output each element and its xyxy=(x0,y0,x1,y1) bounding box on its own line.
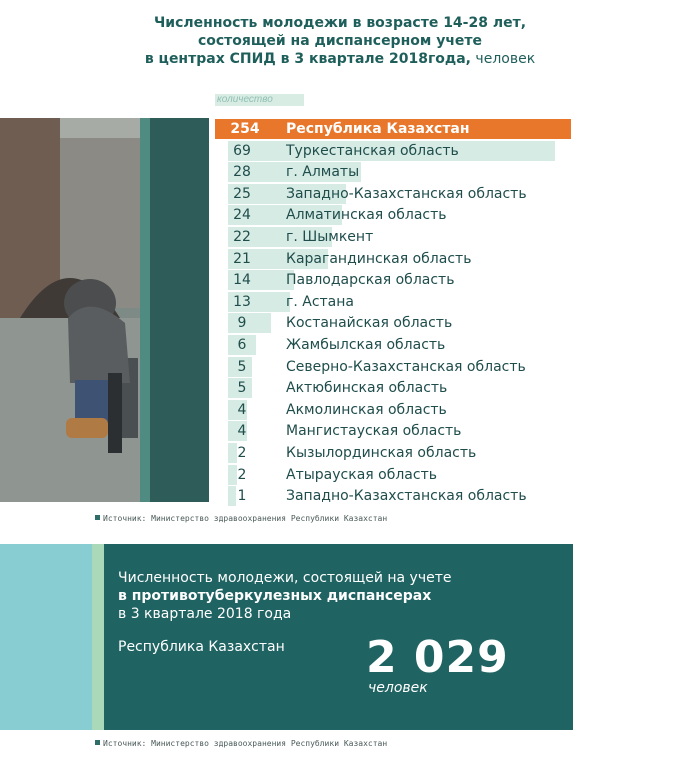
bar-value-label: 22 xyxy=(233,229,251,245)
panel-accent-pale xyxy=(92,544,104,730)
category-label: Алматинская область xyxy=(286,207,447,224)
bar-value-label: 2 xyxy=(237,466,247,483)
category-label: Мангистауская область xyxy=(286,423,462,440)
tb-total-unit: человек xyxy=(368,680,428,696)
source-text-2: Источник: Министерство здравоохранения Республики Казахстан xyxy=(103,739,388,748)
category-label: Республика Казахстан xyxy=(286,121,470,137)
bar-value-label: 2 xyxy=(237,445,247,461)
bar-value-label: 14 xyxy=(233,272,251,289)
bar-value-label: 9 xyxy=(237,315,247,332)
tb-panel-title xyxy=(118,569,558,623)
bar-value-label: 24 xyxy=(233,207,251,224)
bar-value-label: 25 xyxy=(233,185,251,202)
bar-value-label: 21 xyxy=(233,250,251,267)
tb-title-line-1: Численность молодежи, состоящей на учете xyxy=(118,570,452,586)
bar-value-label: 13 xyxy=(233,293,251,310)
bar-value-label: 28 xyxy=(233,164,251,181)
source-text-1: Источник: Министерство здравоохранения Республики Казахстан xyxy=(103,514,388,523)
category-label: Карагандинская область xyxy=(286,250,472,267)
bar-value-label: 254 xyxy=(230,121,260,137)
category-label: Кызылординская область xyxy=(286,445,477,461)
title-line-2: состоящей на диспансерном учете xyxy=(197,33,483,49)
bar-value-label: 6 xyxy=(237,337,247,353)
category-label: Жамбылская область xyxy=(286,337,446,353)
bar-value-label: 5 xyxy=(237,380,247,397)
category-label: г. Астана xyxy=(286,293,354,310)
source-note-1 xyxy=(95,514,387,524)
category-label: Акмолинская область xyxy=(286,401,447,418)
category-label: Западно-Казахстанская область xyxy=(286,488,527,505)
panel-accent-light xyxy=(0,544,92,730)
source-square-icon xyxy=(95,740,100,745)
category-label: Северно-Казахстанская область xyxy=(286,358,526,375)
tb-total-value: 2 029 xyxy=(366,632,509,683)
title-line-1: Численность молодежи в возрасте 14-28 лет, xyxy=(153,15,527,31)
source-square-icon xyxy=(95,515,100,520)
tb-title-line-2: в противотуберкулезных диспансерах xyxy=(118,588,432,604)
tb-region: Республика Казахстан xyxy=(118,639,285,655)
category-label: Актюбинская область xyxy=(286,380,448,397)
category-label: г. Алматы xyxy=(286,164,360,181)
bar-value-label: 5 xyxy=(237,358,247,375)
bar-value-label: 4 xyxy=(237,401,247,418)
category-label: Атырауская область xyxy=(286,466,437,483)
category-label: Костанайская область xyxy=(286,315,453,332)
category-label: Туркестанская область xyxy=(286,142,459,159)
category-label: г. Шымкент xyxy=(286,229,374,245)
tb-title-line-3: в 3 квартале 2018 года xyxy=(118,606,292,622)
bar-value-label: 1 xyxy=(237,488,247,505)
bar-value-label: 69 xyxy=(233,142,251,159)
bar-value-label: 4 xyxy=(237,423,247,440)
title-unit: человек xyxy=(470,51,536,67)
source-note-2 xyxy=(95,739,387,749)
value-axis-label: количество xyxy=(215,94,304,106)
title-line-3-bold: в центрах СПИД в 3 квартале 2018года, xyxy=(144,51,471,67)
category-label: Павлодарская область xyxy=(286,272,455,289)
category-label: Западно-Казахстанская область xyxy=(286,185,527,202)
